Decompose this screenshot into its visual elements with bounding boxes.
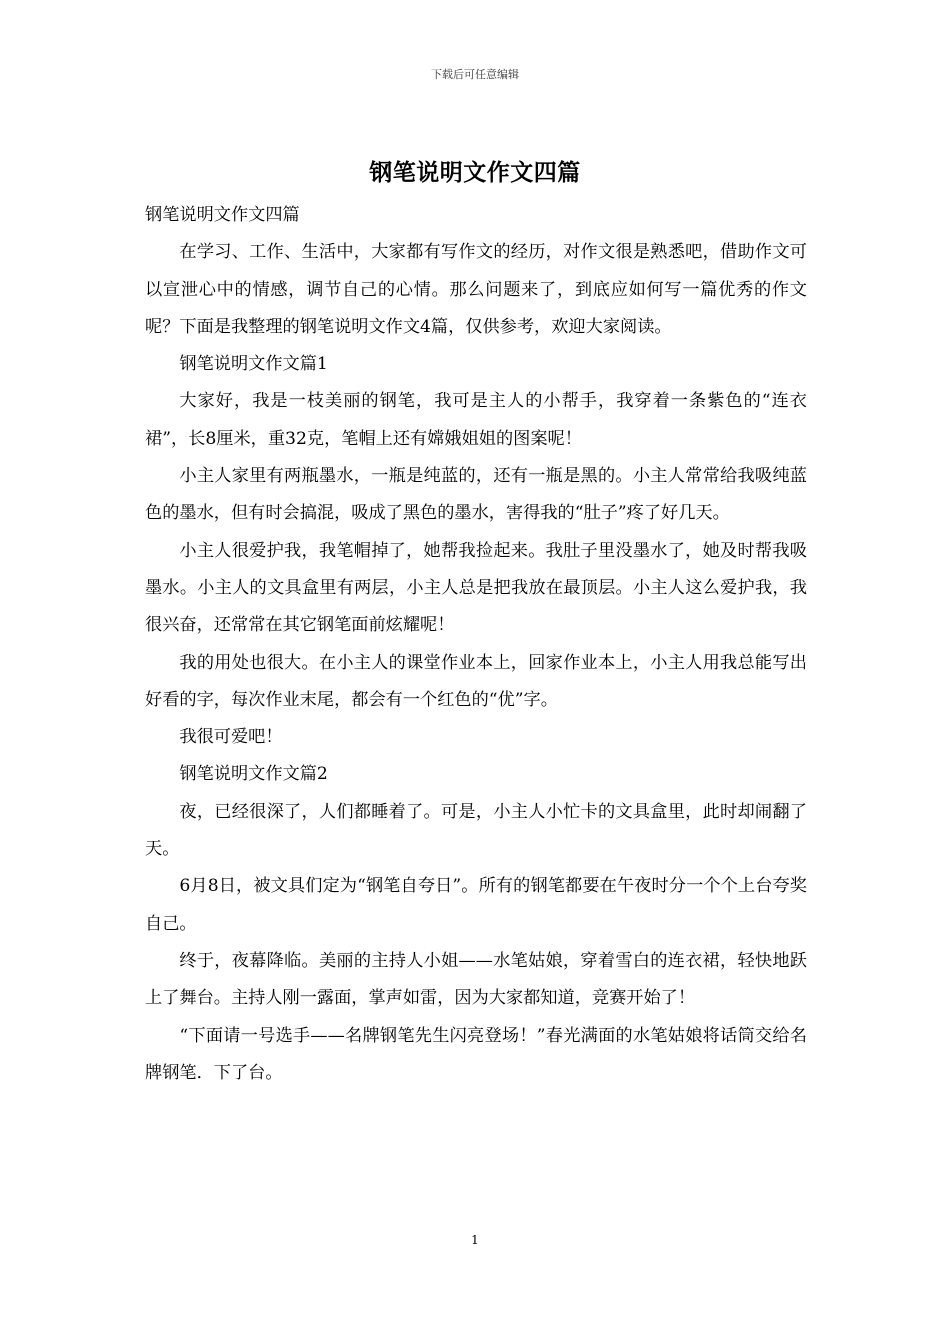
page-header-note: 下载后可任意编辑	[431, 68, 519, 81]
body-paragraph: 小主人很爱护我，我笔帽掉了，她帮我捡起来。我肚子里没墨水了，她及时帮我吸墨水。小主人的文具盒里有两层，小主人总是把我放在最顶层。小主人这么爱护我，我很兴奋，还常常在其它钢笔面前炫耀呢！	[145, 540, 807, 636]
body-paragraph: 在学习、工作、生活中，大家都有写作文的经历，对作文很是熟悉吧，借助作文可以宣泄心中的情感，调节自己的心情。那么问题来了，到底应如何写一篇优秀的作文呢？下面是我整理的钢笔说明文作文4篇，仅供参考，欢迎大家阅读。	[145, 242, 807, 337]
body-paragraph: 6月8日，被文具们定为“钢笔自夸日”。所有的钢笔都要在午夜时分一个个上台夸奖自己。	[145, 876, 807, 934]
body-paragraph: 我很可爱吧！	[179, 727, 283, 748]
section-heading: 钢笔说明文作文篇2	[179, 764, 328, 785]
section-heading: 钢笔说明文作文篇1	[179, 354, 328, 375]
body-paragraph: 钢笔说明文作文四篇	[145, 205, 300, 225]
body-paragraph: 终于，夜幕降临。美丽的主持人小姐——水笔姑娘，穿着雪白的连衣裙，轻快地跃上了舞台。主持人刚一露面，掌声如雷，因为大家都知道，竞赛开始了！	[145, 950, 807, 1009]
document-title: 钢笔说明文作文四篇	[369, 159, 581, 186]
body-paragraph: 夜，已经很深了，人们都睡着了。可是，小主人小忙卡的文具盒里，此时却闹翻了天。	[145, 801, 807, 860]
body-paragraph: 我的用处也很大。在小主人的课堂作业本上，回家作业本上，小主人用我总能写出好看的字，每次作业末尾，都会有一个红色的“优”字。	[145, 652, 807, 710]
page-number: 1	[471, 1233, 479, 1247]
document-body	[145, 197, 807, 1092]
body-paragraph: “下面请一号选手——名牌钢笔先生闪亮登场！”春光满面的水笔姑娘将话筒交给名牌钢笔．下了台。	[145, 1025, 807, 1083]
body-paragraph: 大家好，我是一枝美丽的钢笔，我可是主人的小帮手，我穿着一条紫色的“连衣裙”，长8厘米，重32克，笔帽上还有嫦娥姐姐的图案呢！	[145, 391, 807, 449]
body-paragraph: 小主人家里有两瓶墨水，一瓶是纯蓝的，还有一瓶是黑的。小主人常常给我吸纯蓝色的墨水，但有时会搞混，吸成了黑色的墨水，害得我的“肚子”疼了好几天。	[145, 466, 807, 524]
